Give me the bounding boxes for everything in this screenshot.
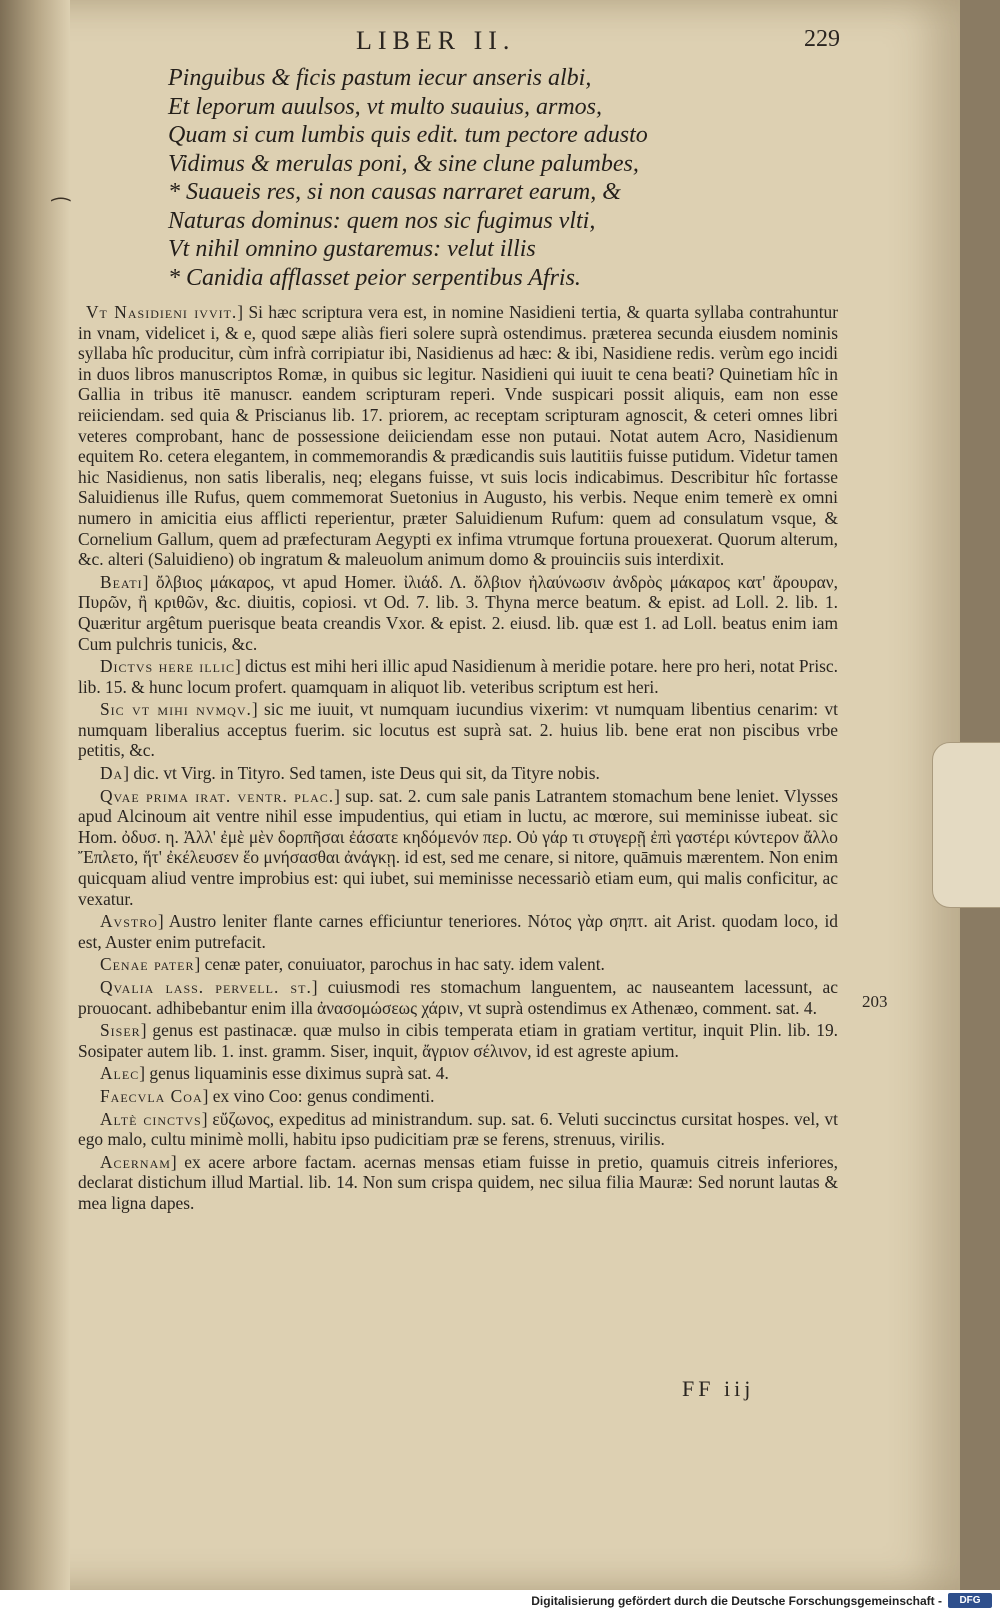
- page-number: 229: [804, 26, 840, 52]
- gloss: ] ex acere arbore factam. acernas mensas etiam fuisse in pretio, quamuis citreis inferiores, declarat distichum illud Martial. lib. 14. Non sum crispa quidem, nec silua filia Mauræ: Sed norunt lautas & mea ligna dapes.: [78, 1151, 838, 1213]
- lemma: Qvalia lass. pervell. st.: [100, 977, 312, 997]
- commentary-entry: [78, 786, 838, 910]
- poem-line: Vt nihil omnino gustaremus: velut illis: [168, 236, 536, 262]
- page-tab: [932, 742, 1000, 908]
- lemma: Qvae prima irat. ventr. plac.: [100, 785, 335, 806]
- poem-line: * Canidia afflasset peior serpentibus Afris.: [168, 264, 581, 291]
- page-gutter: [0, 0, 70, 1590]
- commentary-entry: [78, 302, 838, 570]
- poem-line: Quam si cum lumbis quis edit. tum pectore adusto: [168, 122, 648, 148]
- commentary-entry: [78, 1152, 838, 1214]
- poem-line: Naturas dominus: quem nos sic fugimus vlti,: [168, 207, 596, 234]
- commentary-entry: [78, 763, 838, 784]
- gloss: ] εὔζωνος, expeditus ad ministrandum. sup. sat. 6. Veluti succinctus cursitat hospes. vel, vt ego malo, cultu minimè molli, habitu ipso pudicitiam præ se ferens, strenuus, virilis.: [78, 1108, 838, 1150]
- poem-block: [168, 64, 868, 292]
- signature-mark: FF iij: [682, 1376, 755, 1401]
- lemma: Faecvla Coa: [100, 1085, 203, 1106]
- lemma: Sic vt mihi nvmqv.: [100, 699, 252, 720]
- gloss: ] ex vino Coo: genus condimenti.: [202, 1085, 435, 1106]
- gloss: ] sup. sat. 2. cum sale panis Latrantem stomachum bene leniet. Vlysses apud Alcinoum ait ventre nihil esse impudentius, qui etiam in luctu, ac mœrore, sui meminisse iubeat. sic Hom. ὀδυσ. η. Ἀλλ' ἐμὲ μὲν δορπῆσαι ἐάσατε κηδόμενόν περ. Οὐ γάρ τι στυγερῇ ἐπὶ γαστέρι κύντερον ἄλλο Ἔπλετο, ἥτ' ἐκέλευσεν ἕο μνήσασθαι ἀνάγκῃ. id est, sed me cenare, si nitore, quāmuis mærentem. Non enim quicquam aliud ventre improbius est: qui iubet, sui meminisse necessariò etiam eum, qui malis conficitur, ac vexatur.: [78, 785, 838, 909]
- running-head: LIBER II.: [356, 26, 516, 55]
- commentary-entry: [78, 911, 838, 952]
- commentary-entry: [78, 1086, 838, 1107]
- commentary-block: [78, 302, 838, 1216]
- dfg-logo-icon: DFG: [948, 1593, 992, 1608]
- commentary-entry: [78, 977, 838, 1018]
- poem-line: Vidimus & merulas poni, & sine clune palumbes,: [168, 150, 639, 177]
- gloss: ] ὄλβιος μάκαρος, vt apud Homer. ἰλιάδ. Λ. ὄλβιον ἠλαύνωσιν ἀνδρὸς μάκαρος κατ' ἄρουραν, Πυρῶν, ἢ κριθῶν, &c. diuitis, copiosi. vt Od. 7. lib. 3. Thyna merce beatum. & epist. ad Loll. 2. lib. 1. Quæritur argêtum puerisque beata creandis Vxor. & epist. 2. eiusd. lib. quæ est 1. ad Loll. beatus enim iam Cum pulchris tunicis, &c.: [78, 571, 838, 654]
- margin-number: 203: [862, 992, 888, 1011]
- commentary-entry: [78, 1109, 838, 1150]
- gloss: ] dic. vt Virg. in Tityro. Sed tamen, iste Deus qui sit, da Tityre nobis.: [123, 763, 600, 784]
- gloss: ] Austro leniter flante carnes efficiuntur teneriores. Νότος γὰρ σηπτ. ait Arist. quodam loco, id est, Auster enim putrefacit.: [78, 911, 838, 952]
- gloss: ] genus est pastinacæ. quæ mulso in cibis temperata etiam in gratiam vertitur, inquit Plin. lib. 19. Sosipater autem lib. 1. inst. gramm. Siser, inquit, ἄγριον σέλινον, id est agreste apium.: [78, 1020, 838, 1061]
- footer-credit: Digitalisierung gefördert durch die Deutsche Forschungsgemeinschaft -: [531, 1594, 942, 1608]
- commentary-entry: [78, 1063, 838, 1084]
- lemma: Vt Nasidieni ivvit.: [86, 302, 238, 322]
- commentary-entry: [78, 656, 838, 697]
- lemma: Da: [100, 763, 124, 784]
- gloss: ] dictus est mihi heri illic apud Nasidienum à meridie potare. here pro heri, notat Prisc. lib. 15. & hunc locum profert. quamquam in aliquot lib. veteribus scriptum est heri.: [78, 656, 839, 697]
- poem-line: * Suaueis res, si non causas narraret earum, &: [168, 179, 621, 205]
- gloss: ] genus liquaminis esse diximus suprà sat. 4.: [139, 1063, 449, 1084]
- lemma: Cenae pater: [100, 954, 195, 975]
- lemma: Siser: [100, 1020, 141, 1041]
- lemma: Altè cinctvs: [100, 1108, 202, 1129]
- gloss: ] cenæ pater, conuiuator, parochus in hac saty. idem valent.: [194, 954, 605, 975]
- margin-mark: ⁀: [52, 198, 70, 223]
- commentary-entry: [78, 572, 838, 654]
- commentary-entry: [78, 1020, 838, 1061]
- gloss: ] cuiusmodi res stomachum languentem, ac nauseantem lacessunt, ac prouocant. adhibebantur enim illa ἀνασομώσεως χάριν, vt suprà ostendimus ex Athenæo, comment. sat. 4.: [78, 977, 838, 1018]
- gloss: ] Si hæc scriptura vera est, in nomine Nasidieni tertia, & quarta syllaba contrahuntur in vnam, videlicet i, & e, quod sæpe aliàs fieri solere suprà ostendimus. præterea secunda eiusdem nominis syllaba hîc producitur, cùm infrà corripiatur ibi, Nasidienus ad hæc: & ibi, Nasidiene redis. verùm ego incidi in duos libros manuscriptos Romæ, in quibus sic legitur. Nasidieni qui iuuit te cena beati? Quinetiam hîc in Gallia in tribus itē manuscr. eandem scripturam reperi. Vnde suspicari possit aliquis, eam non esse reiiciendam. sed quia & Priscianus lib. 17. priorem, ac receptam scripturam agnoscit, & ceteri omnes libri veteres comprobant, hanc de possessione deiiciendam esse non putaui. Notat autem Acro, Nasidienum equitem Ro. cetera elegantem, in commemorandis & prædicandis suis lautitiis fuisse putidum. Videtur tamen hic Nasidienus, non satis liberalis, neq; elegans fuisse, vt suis locis indicabimus. Describitur hîc fortasse Saluidienus ille Rufus, quem commemorat Suetonius in Augusto, his verbis. Neque enim temerè ex omni numero in amicitia eius afflicti reperientur, præter Saluidienum Rufum: quem ad consulatum vsque, & Cornelium Gallum, quem ad præfecturam Aegypti ex infima vtrumque fortuna prouexerat. Quorum alterum, &c. alteri (Saluidieno) ob ingratum & maleuolum animum domo & prouinciis suis interdixit.: [78, 302, 839, 570]
- gloss: ] sic me iuuit, vt numquam iucundius vixerim: vt numquam libentius cenarim: vt numquam liberalius acceptus fuerim. sic locutus est suprà sat. 2. huius lib. bene erat non piscibus vrbe petitis, &c.: [78, 699, 838, 761]
- lemma: Dictvs here illic: [100, 656, 235, 677]
- poem-line: Pinguibus & ficis pastum iecur anseris albi,: [168, 65, 592, 91]
- lemma: Alec: [100, 1063, 140, 1084]
- lemma: Acernam: [100, 1151, 171, 1172]
- poem-line: Et leporum auulsos, vt multo suauius, armos,: [168, 93, 603, 120]
- lemma: Beati: [100, 571, 143, 592]
- commentary-entry: [78, 699, 838, 761]
- lemma: Avstro: [100, 911, 158, 932]
- commentary-entry: [78, 954, 838, 975]
